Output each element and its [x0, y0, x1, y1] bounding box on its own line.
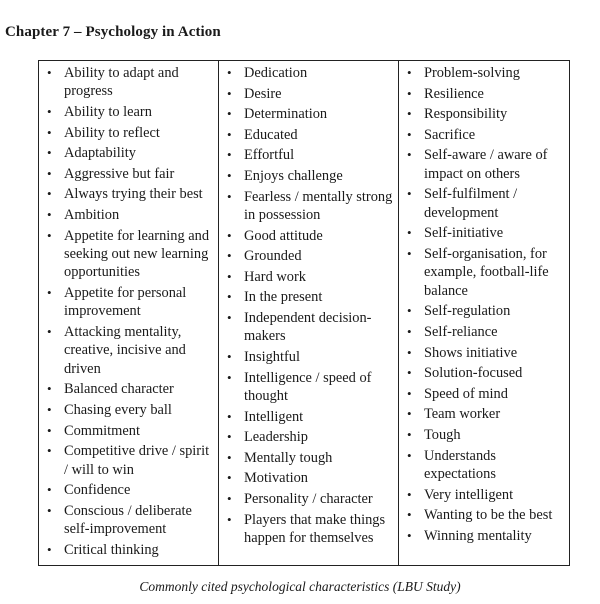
bullet-icon: •: [227, 147, 232, 163]
list-item: [45, 64, 214, 101]
list-item-text: Self-organisation, for example, football-life balance: [424, 245, 549, 299]
figure-caption: Commonly cited psychological characteristics (LBU Study): [139, 579, 461, 594]
list-item: [45, 124, 214, 142]
table-column: [219, 61, 399, 566]
list-item-text: Self-regulation: [424, 303, 511, 320]
list-item-text: Always trying their best: [64, 186, 203, 203]
list-item: [405, 506, 565, 524]
list-item-text: Critical thinking: [64, 541, 159, 558]
bullet-icon: •: [407, 65, 412, 80]
list-item-text: Players that make things happen for themselves: [244, 511, 386, 546]
bullet-list: [405, 64, 565, 545]
bullet-icon: •: [227, 289, 232, 305]
bullet-icon: •: [47, 482, 52, 498]
bullet-icon: •: [227, 85, 232, 101]
list-item: [45, 502, 214, 539]
list-item-text: Chasing every ball: [64, 401, 172, 418]
list-item: [405, 105, 565, 123]
bullet-icon: •: [47, 443, 52, 459]
bullet-icon: •: [227, 490, 232, 506]
bullet-icon: •: [407, 245, 412, 261]
list-item-text: Self-aware / aware of impact on others: [424, 147, 548, 182]
list-item: [405, 224, 565, 242]
bullet-icon: •: [227, 227, 232, 243]
list-item: [405, 447, 565, 484]
list-item: [45, 165, 214, 183]
list-item-text: Intelligence / speed of thought: [244, 369, 372, 404]
list-item: [405, 323, 565, 341]
list-item: [45, 144, 214, 162]
list-item-text: Confidence: [64, 482, 131, 499]
bullet-icon: •: [47, 65, 52, 80]
list-item-text: Self-fulfilment / development: [424, 186, 518, 221]
list-item-text: Educated: [244, 126, 298, 143]
list-item-text: Ambition: [64, 206, 120, 223]
list-item: [225, 167, 394, 185]
list-item: [45, 323, 214, 378]
list-item-text: Ability to reflect: [64, 124, 160, 141]
list-item-text: Resilience: [424, 85, 484, 102]
bullet-icon: •: [407, 507, 412, 523]
bullet-icon: •: [47, 124, 52, 140]
list-item: [225, 348, 394, 366]
list-item-text: Conscious / deliberate self-improvement: [64, 502, 192, 538]
list-item: [45, 541, 214, 559]
list-item: [405, 385, 565, 403]
table-column: [39, 61, 219, 566]
list-item: [405, 426, 565, 444]
list-item-text: Dedication: [244, 65, 308, 81]
list-item: [405, 85, 565, 103]
bullet-icon: •: [227, 511, 232, 527]
bullet-icon: •: [407, 106, 412, 122]
list-item: [405, 405, 565, 423]
bullet-list: [225, 64, 394, 547]
list-item-text: Wanting to be the best: [424, 507, 553, 524]
bullet-icon: •: [227, 65, 232, 80]
list-item-text: In the present: [244, 289, 323, 306]
list-item-text: Enjoys challenge: [244, 167, 343, 184]
bullet-list: [45, 64, 214, 559]
list-item-text: Competitive drive / spirit / will to win: [64, 443, 210, 478]
bullet-icon: •: [407, 147, 412, 163]
list-item-text: Winning mentality: [424, 527, 532, 544]
bullet-icon: •: [47, 323, 52, 339]
list-item: [45, 401, 214, 419]
list-item: [405, 64, 565, 82]
list-item-text: Tough: [424, 426, 461, 443]
list-item: [405, 364, 565, 382]
list-item-text: Fearless / mentally strong in possession: [244, 188, 393, 223]
list-item: [405, 344, 565, 362]
list-item: [405, 527, 565, 545]
list-item-text: Team worker: [424, 406, 501, 423]
bullet-icon: •: [227, 449, 232, 465]
list-item-text: Understands expectations: [424, 447, 496, 482]
bullet-icon: •: [227, 126, 232, 142]
bullet-icon: •: [407, 225, 412, 241]
bullet-icon: •: [407, 385, 412, 401]
bullet-icon: •: [227, 408, 232, 424]
bullet-icon: •: [227, 369, 232, 385]
list-item: [225, 64, 394, 82]
list-item-text: Adaptability: [64, 145, 136, 162]
bullet-icon: •: [47, 381, 52, 397]
bullet-icon: •: [227, 106, 232, 122]
list-item: [225, 105, 394, 123]
bullet-icon: •: [407, 85, 412, 101]
list-item: [225, 288, 394, 306]
list-item: [405, 486, 565, 504]
list-item-text: Problem-solving: [424, 65, 520, 81]
table-row: [39, 61, 570, 566]
list-item: [45, 103, 214, 121]
bullet-icon: •: [227, 167, 232, 183]
bullet-icon: •: [227, 429, 232, 445]
list-item-text: Leadership: [244, 429, 308, 446]
list-item-text: Motivation: [244, 470, 308, 487]
list-item: [405, 126, 565, 144]
bullet-icon: •: [407, 426, 412, 442]
bullet-icon: •: [227, 248, 232, 264]
list-item: [225, 85, 394, 103]
list-item-text: Aggressive but fair: [64, 165, 175, 182]
bullet-icon: •: [47, 165, 52, 181]
list-item-text: Appetite for learning and seeking out new learning opportunities: [64, 227, 210, 281]
list-item: [225, 490, 394, 508]
chapter-title: Chapter 7 – Psychology in Action: [5, 24, 221, 40]
list-item-text: Shows initiative: [424, 344, 518, 361]
list-item: [45, 185, 214, 203]
list-item-text: Appetite for personal improvement: [64, 284, 187, 320]
list-item: [45, 422, 214, 440]
list-item-text: Solution-focused: [424, 365, 523, 382]
list-item-text: Personality / character: [244, 490, 373, 507]
list-item-text: Ability to adapt and progress: [64, 65, 179, 100]
list-item: [225, 268, 394, 286]
bullet-icon: •: [407, 344, 412, 360]
bullet-icon: •: [227, 188, 232, 204]
list-item: [225, 449, 394, 467]
bullet-icon: •: [407, 323, 412, 339]
bullet-icon: •: [47, 206, 52, 222]
bullet-icon: •: [407, 303, 412, 319]
bullet-icon: •: [227, 268, 232, 284]
bullet-icon: •: [407, 186, 412, 202]
list-item: [45, 206, 214, 224]
list-item-text: Self-reliance: [424, 323, 498, 340]
list-item-text: Sacrifice: [424, 126, 476, 143]
bullet-icon: •: [227, 309, 232, 325]
bullet-icon: •: [227, 470, 232, 486]
list-item: [405, 146, 565, 183]
characteristics-table: [38, 60, 570, 566]
bullet-icon: •: [47, 104, 52, 119]
list-item: [225, 408, 394, 426]
list-item: [45, 227, 214, 282]
list-item-text: Very intelligent: [424, 486, 514, 503]
bullet-icon: •: [407, 406, 412, 422]
list-item: [45, 481, 214, 499]
list-item: [225, 146, 394, 164]
list-item-text: Independent decision-makers: [244, 309, 372, 345]
list-item-text: Ability to learn: [64, 104, 152, 120]
list-item: [45, 284, 214, 321]
bullet-icon: •: [407, 365, 412, 381]
list-item: [225, 511, 394, 548]
list-item-text: Determination: [244, 106, 328, 123]
list-item: [225, 227, 394, 245]
list-item: [405, 245, 565, 300]
bullet-icon: •: [47, 541, 52, 557]
bullet-icon: •: [47, 227, 52, 243]
list-item-text: Speed of mind: [424, 385, 508, 402]
list-item: [405, 185, 565, 222]
list-item-text: Commitment: [64, 422, 140, 439]
list-item: [225, 369, 394, 406]
list-item-text: Desire: [244, 85, 282, 102]
table-column: [399, 61, 570, 566]
list-item-text: Intelligent: [244, 408, 304, 425]
bullet-icon: •: [47, 502, 52, 518]
bullet-icon: •: [47, 401, 52, 417]
bullet-icon: •: [407, 486, 412, 502]
list-item: [225, 188, 394, 225]
list-item-text: Insightful: [244, 348, 300, 365]
list-item: [45, 380, 214, 398]
bullet-icon: •: [407, 126, 412, 142]
bullet-icon: •: [47, 186, 52, 202]
list-item-text: Effortful: [244, 147, 295, 164]
list-item: [225, 469, 394, 487]
list-item: [225, 428, 394, 446]
list-item: [225, 309, 394, 346]
list-item-text: Attacking mentality, creative, incisive and driven: [64, 323, 186, 377]
bullet-icon: •: [47, 422, 52, 438]
list-item-text: Good attitude: [244, 227, 323, 244]
list-item-text: Balanced character: [64, 381, 174, 398]
bullet-icon: •: [47, 145, 52, 161]
list-item: [225, 247, 394, 265]
bullet-icon: •: [407, 447, 412, 463]
list-item-text: Responsibility: [424, 106, 508, 123]
bullet-icon: •: [47, 284, 52, 300]
list-item-text: Grounded: [244, 248, 302, 265]
list-item: [405, 302, 565, 320]
list-item: [45, 442, 214, 479]
list-item-text: Mentally tough: [244, 449, 333, 466]
list-item: [225, 126, 394, 144]
list-item-text: Hard work: [244, 268, 306, 285]
bullet-icon: •: [407, 527, 412, 543]
list-item-text: Self-initiative: [424, 225, 504, 242]
bullet-icon: •: [227, 348, 232, 364]
